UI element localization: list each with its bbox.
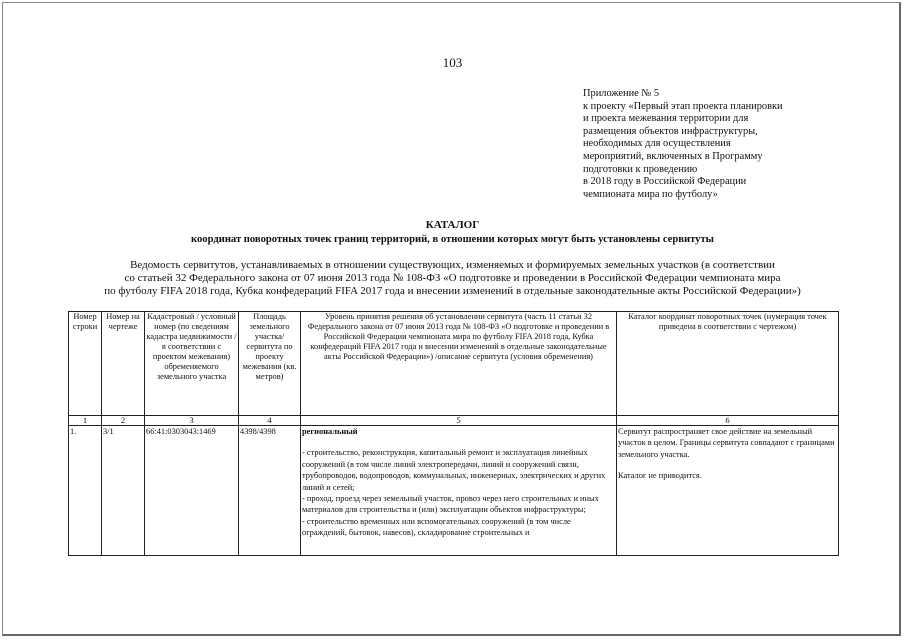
header-area: Площадь земельного участка/ сервитута по проекту межевания (кв. метров) [239,312,301,416]
catalog-note: Сервитут распространяет свое действие на земельный участок в целом. Границы сервитута совпадают с границами земельного участка. [618,427,835,459]
appendix-line: необходимых для осуществления [583,138,731,150]
intro-line: со статьей 32 Федерального закона от 07 июня 2013 года № 108-ФЗ «О подготовке и проведении в Российской Федерации чемпионата мира [124,271,781,284]
cell-description [301,426,617,556]
decision-level: региональный [302,427,358,436]
catalog-note: Каталог не приводится. [618,471,702,481]
intro-line: по футболу FIFA 2018 года, Кубка конфедераций FIFA 2017 года и внесении изменений в отдельные законодательные акты Российской Федерации») [104,284,801,297]
appendix-line: чемпионата мира по футболу» [583,188,718,200]
spacer [302,437,615,447]
col-number: 5 [301,416,617,426]
col-number: 3 [145,416,239,426]
document-subtitle: координат поворотных точек границ территорий, в отношении которых могут быть установлены сервитуты [191,234,714,245]
col-number: 4 [239,416,301,426]
description-item: - строительство, реконструкция, капитальный ремонт и эксплуатация линейных сооружений (в том числе линий электропередачи, линий и сооружений связи, трубопроводов, водопроводов, коммунальных, инженерных, электрических и других линий и сетей; [302,448,606,492]
cell-row-number: 1. [69,426,102,556]
cell-drawing-number: 3/1 [102,426,145,556]
document-title: КАТАЛОГ [425,219,480,231]
appendix-line: к проекту «Первый этап проекта планировки [583,100,783,112]
appendix-line: подготовки к проведению [583,163,698,175]
appendix-line: Приложение № 5 [583,88,660,99]
description-item: - строительство временных или вспомогательных сооружений (в том числе ограждений, бытовок, навесов), складирование строительных и [302,516,571,538]
col-number: 1 [69,416,102,426]
cell-area: 4398/4398 [239,426,301,556]
appendix-line: в 2018 году в Российской Федерации [583,176,747,188]
appendix-block [583,88,823,201]
header-row-number: Номер строки [69,312,102,416]
appendix-line: и проекта межевания территории для [583,113,749,125]
appendix-line: мероприятий, включенных в Программу [583,150,763,162]
header-coordinates-catalog: Каталог координат поворотных точек (нумерация точек приведена в соответствии с чертежом) [617,312,839,416]
header-cadastral-number: Кадастровый / условный номер (по сведениям кадастра недвижимости / в соответствии с проектом межевания) обременяемого земельного участка [145,312,239,416]
intro-paragraph [40,259,865,297]
header-decision-level: Уровень принятия решения об установлении сервитута (часть 11 статьи 32 Федерального закона от 07 июня 2013 года № 108-ФЗ «О подготовке и проведении в Российской Федерации чемпионата мира по футболу FIFA 2018 года, Кубка конфедераций FIFA 2017 года и внесении изменений в отдельные законодательные акты Российской Федерации») /описание сервитута (условия обременения) [301,312,617,416]
col-number: 2 [102,416,145,426]
table-header-row [69,312,839,416]
cell-cadastral-number: 66:41:0303043:1469 [145,426,239,556]
col-number: 6 [617,416,839,426]
cell-catalog [617,426,839,556]
description-item: - проход, проезд через земельный участок, провоз через него строительных и иных материалов для строительства и (или) эксплуатации объектов инфраструктуры; [302,494,599,515]
header-drawing-number: Номер на чертеже [102,312,145,416]
page-number: 103 [442,55,463,70]
column-number-row [69,416,839,426]
table-row [69,426,839,556]
appendix-line: размещения объектов инфраструктуры, [583,125,758,137]
intro-line: Ведомость сервитутов, устанавливаемых в отношении существующих, изменяемых и формируемых земельных участков (в соответствии [130,259,775,271]
servitude-table [68,311,839,556]
spacer [618,460,837,470]
